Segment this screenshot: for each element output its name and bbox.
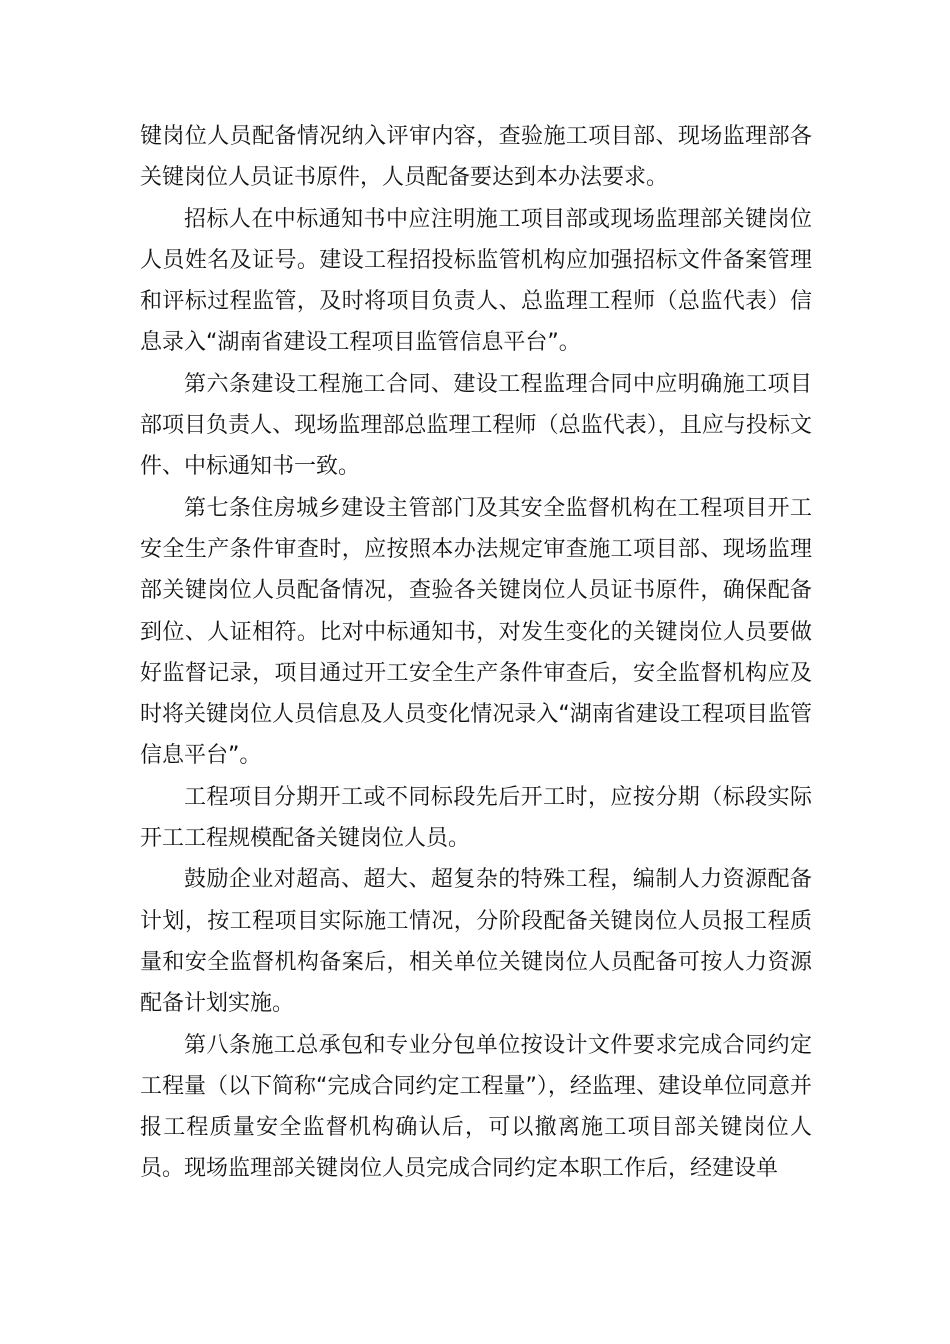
document-page bbox=[140, 116, 812, 1190]
paragraph-6: 鼓励企业对超高、超大、超复杂的特殊工程，编制人力资源配备计划，按工程项目实际施工情况，分阶段配备关键岗位人员报工程质量和安全监督机构备案后，相关单位关键岗位人员配备可按人力资源配备计划实施。 bbox=[140, 867, 812, 1017]
paragraph-5: 工程项目分期开工或不同标段先后开工时，应按分期（标段实际开工工程规模配备关键岗位人员。 bbox=[140, 784, 812, 852]
paragraph-2: 招标人在中标通知书中应注明施工项目部或现场监理部关键岗位人员姓名及证号。建设工程招投标监管机构应加强招标文件备案管理和评标过程监管，及时将项目负责人、总监理工程师（总监代表）信息录入“湖南省建设工程项目监管信息平台”。 bbox=[140, 206, 812, 356]
paragraph-1: 键岗位人员配备情况纳入评审内容，查验施工项目部、现场监理部各关键岗位人员证书原件，人员配备要达到本办法要求。 bbox=[140, 124, 812, 191]
paragraph-7: 第八条施工总承包和专业分包单位按设计文件要求完成合同约定工程量（以下简称“完成合同约定工程量”），经监理、建设单位同意并报工程质量安全监督机构确认后，可以撤离施工项目部关键岗位人员。现场监理部关键岗位人员完成合同约定本职工作后，经建设单 bbox=[140, 1032, 812, 1182]
paragraph-4: 第七条住房城乡建设主管部门及其安全监督机构在工程项目开工安全生产条件审查时，应按照本办法规定审查施工项目部、现场监理部关键岗位人员配备情况，查验各关键岗位人员证书原件，确保配备到位、人证相符。比对中标通知书，对发生变化的关键岗位人员要做好监督记录，项目通过开工安全生产条件审查后，安全监督机构应及时将关键岗位人员信息及人员变化情况录入“湖南省建设工程项目监管信息平台”。 bbox=[140, 495, 812, 769]
paragraph-3: 第六条建设工程施工合同、建设工程监理合同中应明确施工项目部项目负责人、现场监理部总监理工程师（总监代表），且应与投标文件、中标通知书一致。 bbox=[140, 371, 812, 480]
